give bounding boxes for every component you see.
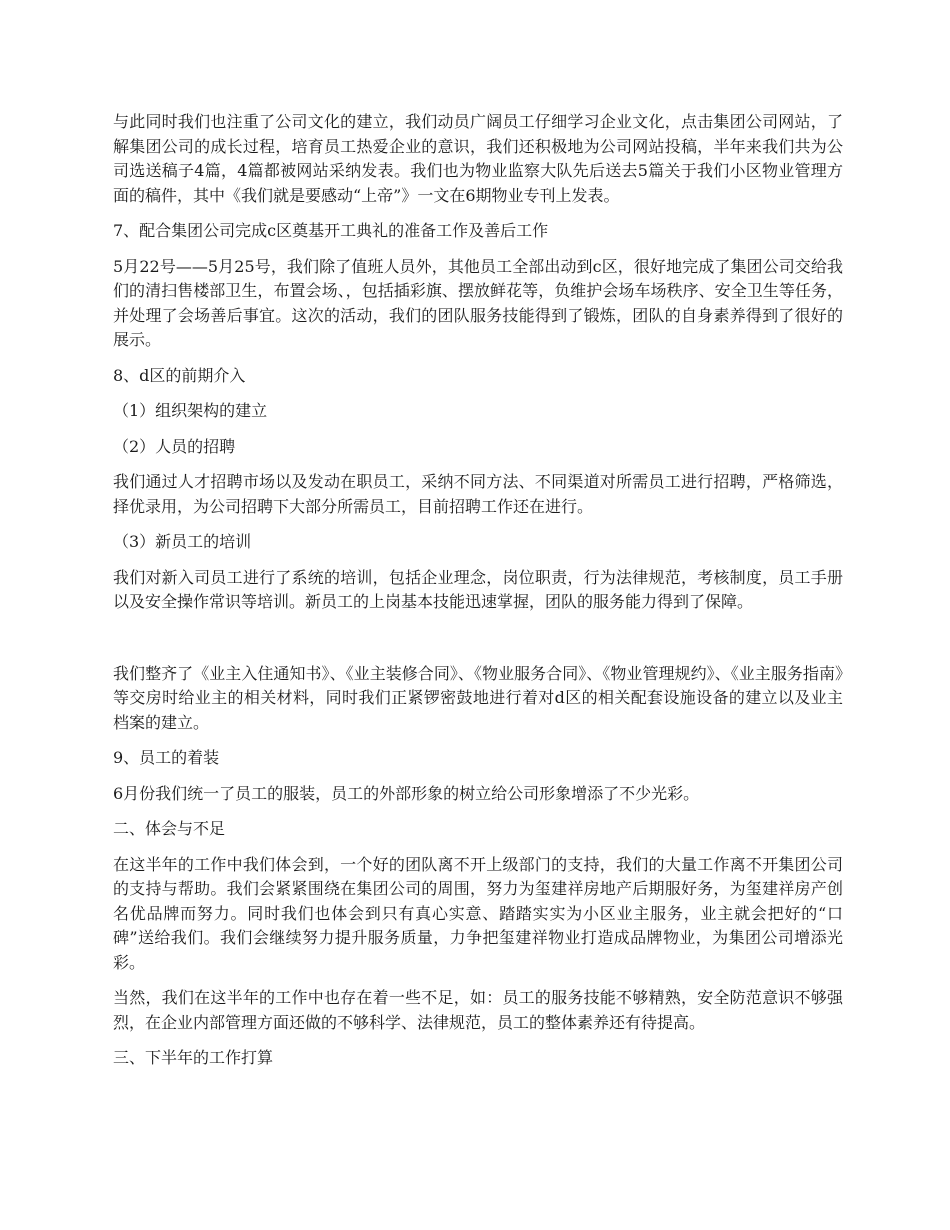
subheading-recruitment: （2）人员的招聘 <box>113 436 236 456</box>
paragraph-shortcomings: 当然，我们在这半年的工作中也存在着一些不足，如：员工的服务技能不够精熟，安全防范意识不够强烈，在企业内部管理方面还做的不够科学、法律规范，员工的整体素养还有待提高。 <box>113 988 843 1032</box>
document-page <box>113 110 843 1082</box>
blank-gap <box>113 626 843 662</box>
paragraph-company-culture: 与此同时我们也注重了公司文化的建立，我们动员广阔员工仔细学习企业文化，点击集团公司网站，了解集团公司的成长过程，培育员工热爱企业的意识，我们还积极地为公司网站投稿，半年来我们共为公司选送稿子4篇，4篇都被网站采纳发表。我们也为物业监察大队先后送去5篇关于我们小区物业管理方面的稿件，其中《我们就是要感动“上帝”》一文在6期物业专刊上发表。 <box>113 112 843 205</box>
section-heading-8: 8、d区的前期介入 <box>113 365 246 385</box>
subheading-training: （3）新员工的培训 <box>113 532 252 551</box>
section-heading-experience: 二、体会与不足 <box>113 819 226 838</box>
subheading-org-structure: （1）组织架构的建立 <box>113 401 268 420</box>
paragraph-uniform: 6月份我们统一了员工的服装，员工的外部形象的树立给公司形象增添了不少光彩。 <box>113 783 700 803</box>
paragraph-training: 我们对新入司员工进行了系统的培训，包括企业理念，岗位职责，行为法律规范，考核制度，员工手册以及安全操作常识等培训。新员工的上岗基本技能迅速掌握，团队的服务能力得到了保障。 <box>113 567 843 611</box>
section-heading-7: 7、配合集团公司完成c区奠基开工典礼的准备工作及善后工作 <box>113 221 549 240</box>
paragraph-recruitment: 我们通过人才招聘市场以及发动在职员工，采纳不同方法、不同渠道对所需员工进行招聘，严格筛选，择优录用，为公司招聘下大部分所需员工，目前招聘工作还在进行。 <box>113 472 843 516</box>
section-heading-9: 9、员工的着装 <box>113 748 220 767</box>
paragraph-ceremony: 5月22号——5月25号，我们除了值班人员外，其他员工全部出动到c区，很好地完成了集团公司交给我们的清扫售楼部卫生，布置会场、，包括插彩旗、摆放鲜花等，负维护会场车场秩序、安全卫生等任务，并处理了会场善后事宜。这次的活动，我们的团队服务技能得到了锻炼，团队的自身素养得到了很好的展示。 <box>113 256 843 349</box>
section-heading-plan: 三、下半年的工作打算 <box>113 1048 274 1067</box>
paragraph-experience: 在这半年的工作中我们体会到，一个好的团队离不开上级部门的支持，我们的大量工作离不开集团公司的支持与帮助。我们会紧紧围绕在集团公司的周围，努力为玺建祥房地产后期服好务，为玺建祥房产创名优品牌而努力。同时我们也体会到只有真心实意、踏踏实实为小区业主服务，业主就会把好的“口碑”送给我们。我们会继续努力提升服务质量，力争把玺建祥物业打造成品牌物业，为集团公司增添光彩。 <box>113 854 843 972</box>
paragraph-materials: 我们整齐了《业主入住通知书》、《业主装修合同》、《物业服务合同》、《物业管理规约》、《业主服务指南》等交房时给业主的相关材料，同时我们正紧锣密鼓地进行着对d区的相关配套设施设备的建立以及业主档案的建立。 <box>113 663 843 732</box>
